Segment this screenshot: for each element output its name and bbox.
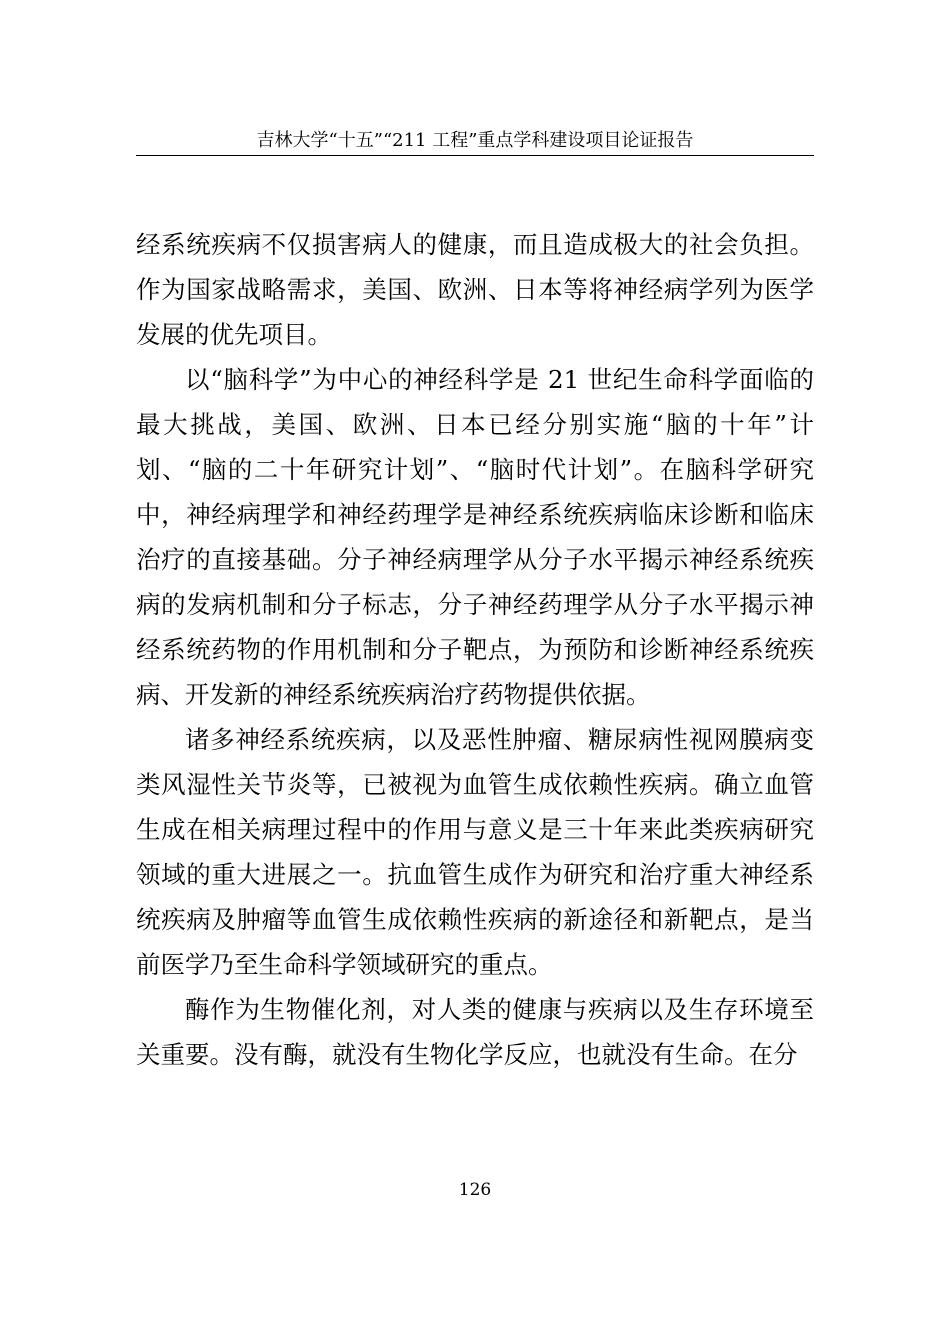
body-text [136, 222, 814, 1077]
paragraph-3: 诸多神经系统疾病，以及恶性肿瘤、糖尿病性视网膜病变类风湿性关节炎等，已被视为血管生成依赖性疾病。确立血管生成在相关病理过程中的作用与意义是三十年来此类疾病研究领域的重大进展之一。抗血管生成作为研究和治疗重大神经系统疾病及肿瘤等血管生成依赖性疾病的新途径和新靶点，是当前医学乃至生命科学领域研究的重点。 [136, 725, 814, 979]
page-number: 126 [458, 1180, 492, 1200]
paragraph-1: 经系统疾病不仅损害病人的健康，而且造成极大的社会负担。作为国家战略需求，美国、欧洲、日本等将神经病学列为医学发展的优先项目。 [136, 230, 814, 349]
page-header: 吉林大学“十五”“211 工程”重点学科建设项目论证报告 [136, 127, 814, 156]
paragraph-4: 酶作为生物催化剂，对人类的健康与疾病以及生存环境至关重要。没有酶，就没有生物化学反应，也就没有生命。在分 [136, 995, 814, 1069]
paragraph-2: 以“脑科学”为中心的神经科学是 21 世纪生命科学面临的最大挑战，美国、欧洲、日本已经分别实施“脑的十年”计划、“脑的二十年研究计划”、“脑时代计划”。在脑科学研究中，神经病理学和神经药理学是神经系统疾病临床诊断和临床治疗的直接基础。分子神经病理学从分子水平揭示神经系统疾病的发病机制和分子标志，分子神经药理学从分子水平揭示神经系统药物的作用机制和分子靶点，为预防和诊断神经系统疾病、开发新的神经系统疾病治疗药物提供依据。 [136, 365, 814, 709]
